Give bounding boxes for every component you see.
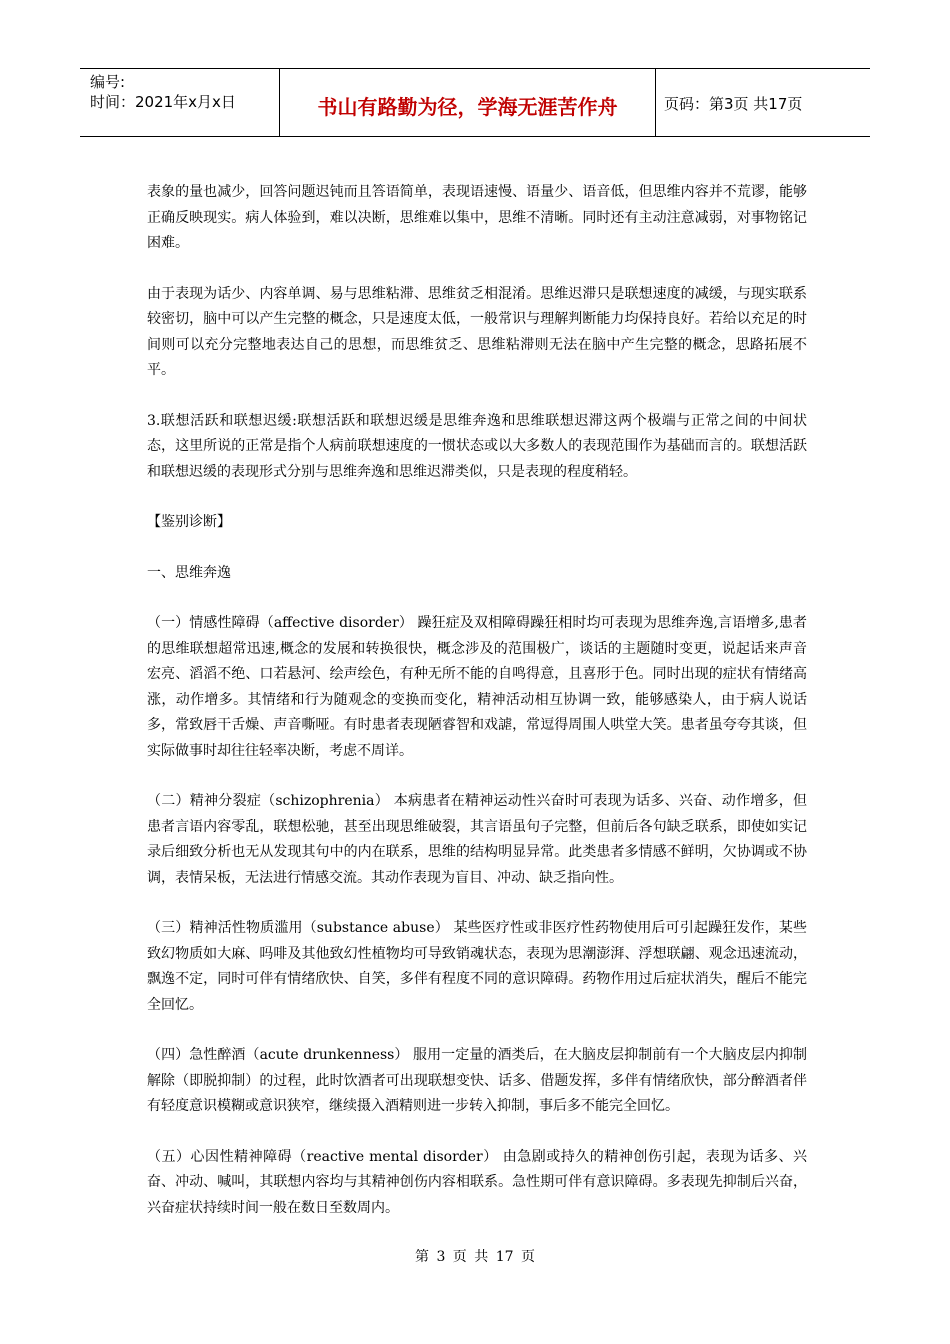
page-footer: 第 3 页 共 17 页 — [415, 1249, 535, 1265]
paragraph: （三）精神活性物质滥用（substance abuse） 某些医疗性或非医疗性药物使用后可引起躁狂发作，某些致幻物质如大麻、吗啡及其他致幻性植物均可导致销魂状态，表现为思潮澎湃、浮想联翩、观念迅速流动，飘逸不定，同时可伴有情绪欣快、自笑，多伴有程度不同的意识障碍。药物作用过后症状消失，醒后不能完全回忆。 — [147, 920, 807, 1013]
header-motto: 书山有路勤为径，学海无涯苦作舟 — [280, 69, 656, 136]
document-body — [147, 180, 807, 1246]
document-number-label: 编号: — [90, 73, 126, 91]
paragraph: 3.联想活跃和联想迟缓:联想活跃和联想迟缓是思维奔逸和思维联想迟滞这两个极端与正常之间的中间状态，这里所说的正常是指个人病前联想速度的一惯状态或以大多数人的表现范围作为基础而言的。联想活跃和联想迟缓的表现形式分别与思维奔逸和思维迟滞类似，只是表现的程度稍轻。 — [147, 412, 807, 480]
page-header — [80, 68, 870, 137]
header-info — [80, 69, 280, 136]
paragraph: 表象的量也减少，回答问题迟钝而且答语简单，表现语速慢、语量少、语音低，但思维内容并不荒谬，能够正确反映现实。病人体验到，难以决断，思维难以集中，思维不清晰。同时还有主动注意减弱，对事物铭记困难。 — [147, 184, 807, 251]
document-time-label: 时间：2021年x月x日 — [90, 93, 236, 111]
paragraph: （二）精神分裂症（schizophrenia） 本病患者在精神运动性兴奋时可表现为话多、兴奋、动作增多，但患者言语内容零乱，联想松驰，甚至出现思维破裂，其言语虽句子完整，但前后各句缺乏联系，即使如实记录后细致分析也无从发现其句中的内在联系，思维的结构明显异常。此类患者多情感不鲜明，欠协调或不协调，表情呆板，无法进行情感交流。其动作表现为盲目、冲动、缺乏指向性。 — [147, 793, 807, 886]
header-page-label: 页码：第3页 共17页 — [664, 95, 803, 113]
subsection-heading: 一、思维奔逸 — [147, 564, 231, 581]
section-heading: 【鉴别诊断】 — [147, 514, 231, 530]
paragraph: （五）心因性精神障碍（reactive mental disorder） 由急剧或持久的精神创伤引起，表现为话多、兴奋、冲动、喊叫，其联想内容均与其精神创伤内容相联系。急性期可伴有意识障碍。多表现先抑制后兴奋，兴奋症状持续时间一般在数日至数周内。 — [147, 1148, 807, 1216]
paragraph: （四）急性醉酒（acute drunkenness） 服用一定量的酒类后，在大脑皮层抑制前有一个大脑皮层内抑制解除（即脱抑制）的过程，此时饮酒者可出现联想变快、话多、借题发挥，多伴有情绪欣快，部分醉酒者伴有轻度意识模糊或意识狭窄，继续摄入酒精则进一步转入抑制，事后多不能完全回忆。 — [147, 1047, 807, 1114]
paragraph: （一）情感性障碍（affective disorder） 躁狂症及双相障碍躁狂相时均可表现为思维奔逸,言语增多,患者的思维联想超常迅速,概念的发展和转换很快，概念涉及的范围极广，谈话的主题随时变更，说起话来声音宏亮、滔滔不绝、口若悬河、绘声绘色，有种无所不能的自鸣得意，且喜形于色。同时出现的症状有情绪高涨，动作增多。其情绪和行为随观念的变换而变化，精神活动相互协调一致，能够感染人，由于病人说话多，常致唇干舌燥、声音嘶哑。有时患者表现陋睿智和戏謔，常逗得周围人哄堂大笑。患者虽夸夸其谈，但实际做事时却往往轻率决断，考虑不周详。 — [147, 615, 807, 759]
paragraph: 由于表现为话少、内容单调、易与思维粘滞、思维贫乏相混淆。思维迟滞只是联想速度的减缓，与现实联系较密切，脑中可以产生完整的概念，只是速度太低，一般常识与理解判断能力均保持良好。若给以充足的时间则可以充分完整地表达自己的思想，而思维贫乏、思维粘滞则无法在脑中产生完整的概念，思路拓展不平。 — [147, 285, 807, 378]
